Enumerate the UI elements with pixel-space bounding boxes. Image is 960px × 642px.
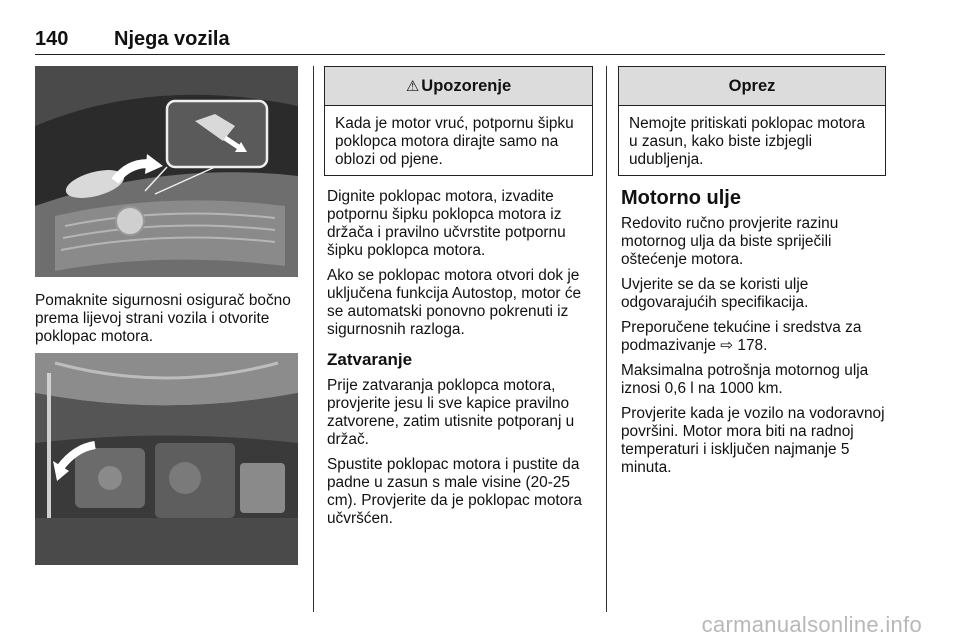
paragraph: Dignite poklopac motora, izvadite potpornu šipku poklopca motora iz držača i pravilno učvrstite potpornu šipku poklopca motora.	[327, 188, 566, 259]
caution-header	[619, 67, 885, 106]
right-column-text	[621, 186, 889, 484]
column-divider-2	[606, 66, 607, 612]
paragraph: Spustite poklopac motora i pustite da padne u zasun s male visine (20-25 cm). Provjerite da je poklopac motora učvršćen.	[327, 456, 582, 527]
warning-triangle-icon: ⚠	[405, 78, 420, 95]
column-divider-1	[313, 66, 314, 612]
subheading-closing: Zatvaranje	[327, 350, 413, 369]
paragraph: Uvjerite se da se koristi ulje odgovarajućih specifikacija.	[621, 276, 809, 311]
warning-box	[324, 66, 593, 176]
caution-title: Oprez	[728, 77, 776, 95]
paragraph: Ako se poklopac motora otvori dok je uključena funkcija Autostop, motor će se automatski ponovno pokrenuti iz sigurnosnih razloga.	[327, 267, 582, 338]
photo-caption: Pomaknite sigurnosni osigurač bočno prema lijevoj strani vozila i otvorite poklopac motora.	[35, 292, 291, 345]
paragraph: Redovito ručno provjerite razinu motornog ulja da biste spriječili oštećenje motora.	[621, 215, 839, 268]
watermark: carmanualsonline.info	[701, 612, 922, 637]
paragraph: Prije zatvaranja poklopca motora, provjerite jesu li sve kapice pravilno zatvorene, zatim utisnite potporanj u držač.	[327, 377, 575, 448]
hood-safety-catch-photo	[35, 66, 298, 277]
warning-title: Upozorenje	[421, 77, 512, 95]
page-header	[35, 26, 885, 55]
open-engine-bay-photo	[35, 353, 298, 565]
section-title-engine-oil: Motorno ulje	[621, 187, 741, 209]
paragraph-link[interactable]: Preporučene tekućine i sredstva za podmazivanje ⇨ 178.	[621, 319, 862, 354]
middle-column-text	[327, 188, 597, 535]
paragraph: Provjerite kada je vozilo na vodoravnoj površini. Motor mora biti na radnoj temperaturi i isključen najmanje 5 minuta.	[621, 405, 885, 476]
chapter-title: Njega vozila	[114, 28, 230, 50]
paragraph: Maksimalna potrošnja motornog ulja iznosi 0,6 l na 1000 km.	[621, 362, 869, 397]
caution-box	[618, 66, 886, 176]
warning-header	[325, 67, 592, 106]
warning-text: Kada je motor vruć, potpornu šipku poklopca motora dirajte samo na oblozi od pjene.	[335, 115, 574, 168]
caution-text: Nemojte pritiskati poklopac motora u zasun, kako biste izbjegli udubljenja.	[629, 115, 866, 168]
page-number: 140	[35, 28, 69, 50]
left-caption	[35, 292, 303, 353]
